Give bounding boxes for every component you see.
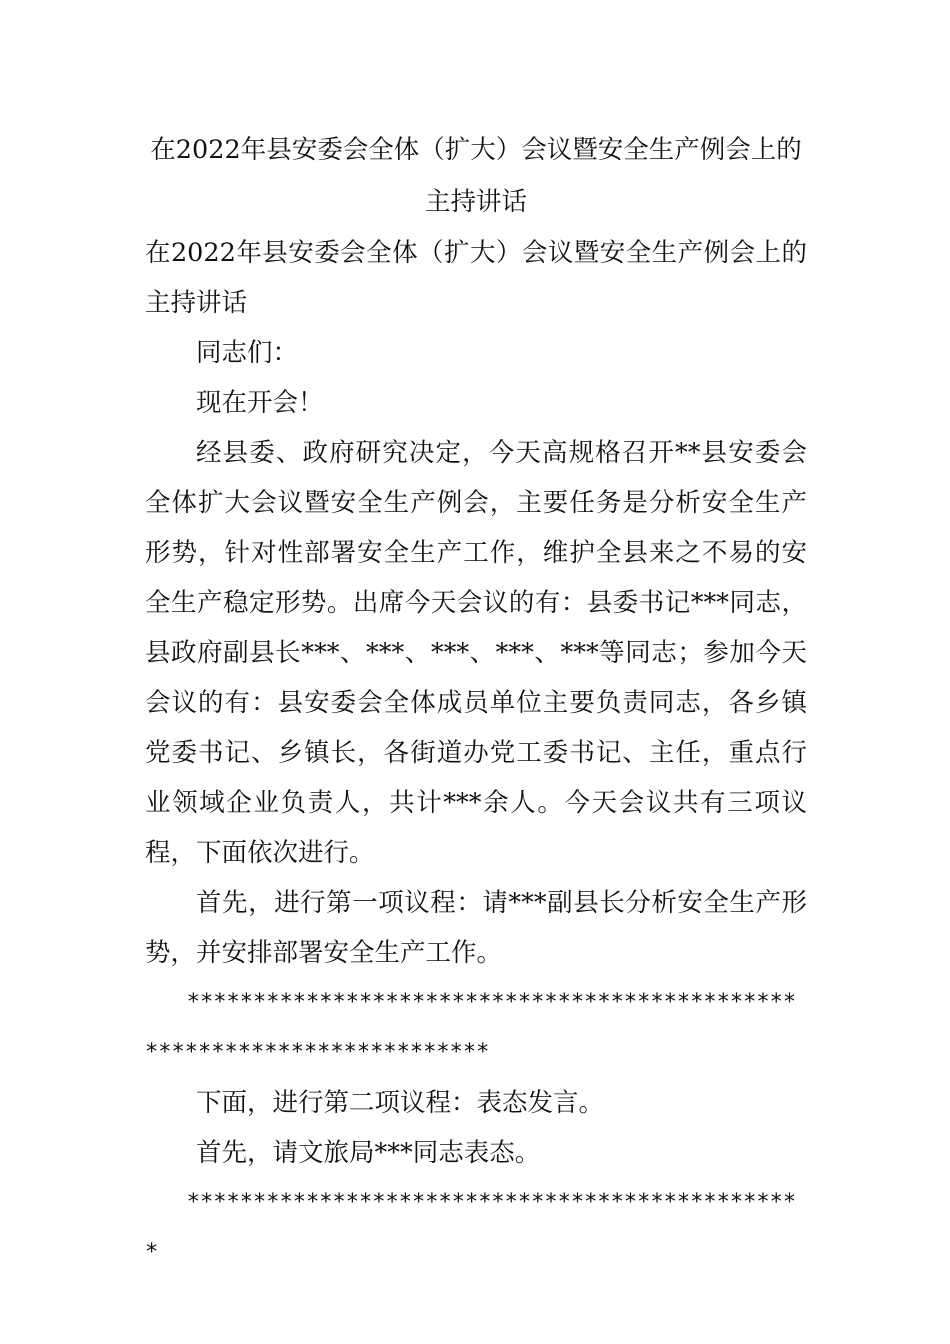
- subtitle: 在2022年县安委会全体（扩大）会议暨安全生产例会上的主持讲话: [145, 238, 807, 318]
- paragraph-agenda-2: 下面，进行第二项议程：表态发言。: [196, 1088, 605, 1118]
- title-line-2: 主持讲话: [424, 187, 527, 217]
- paragraph-agenda-1: 首先，进行第一项议程：请***副县长分析安全生产形势，并安排部署安全生产工作。: [145, 888, 807, 968]
- document-title: [145, 124, 807, 228]
- document-page: [145, 124, 807, 1278]
- redacted-placeholder-2: ***********************************************: [145, 1190, 797, 1265]
- title-line-1: 在2022年县安委会全体（扩大）会议暨安全生产例会上的: [150, 135, 802, 165]
- redacted-placeholder-1: ************************************************************************: [145, 990, 797, 1065]
- paragraph-opening: 现在开会！: [196, 388, 324, 418]
- paragraph-introduction: 经县委、政府研究决定，今天高规格召开**县安委会全体扩大会议暨安全生产例会，主要任务是分析安全生产形势，针对性部署安全生产工作，维护全县来之不易的安全生产稳定形势。出席今天会议的有：县委书记***同志，县政府副县长***、***、***、***、***等同志；参加今天会议的有：县安委会全体成员单位主要负责同志，各乡镇党委书记、乡镇长，各街道办党工委书记、主任，重点行业领域企业负责人，共计***余人。今天会议共有三项议程，下面依次进行。: [145, 438, 807, 868]
- paragraph-speaker-1: 首先，请文旅局***同志表态。: [196, 1138, 541, 1168]
- paragraph-greeting: 同志们：: [196, 338, 299, 368]
